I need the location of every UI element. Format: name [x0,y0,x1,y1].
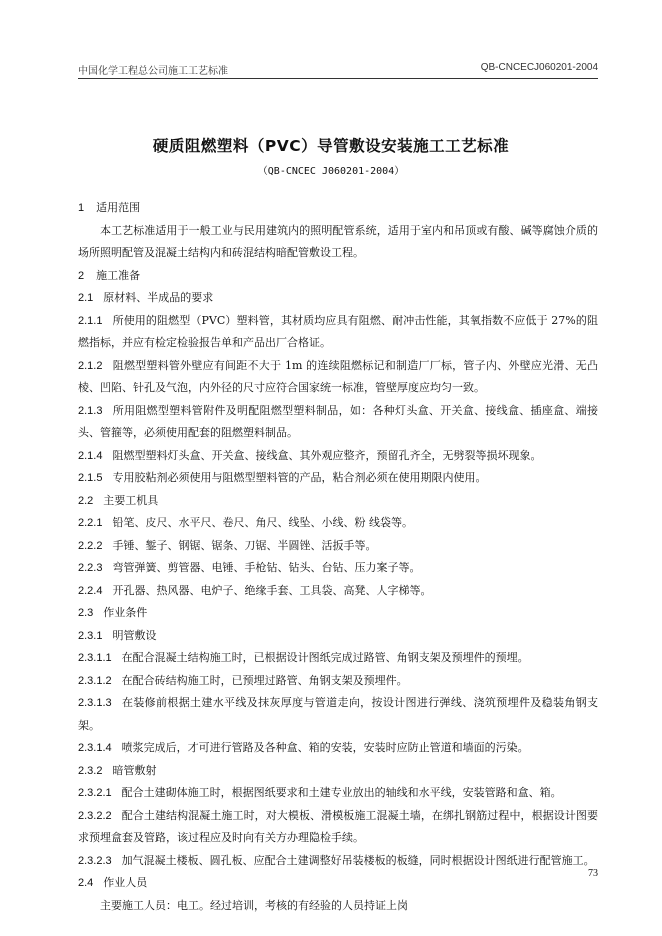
clause-number: 2.3.2.2 [78,809,112,822]
clause-number: 2.3.1.3 [78,697,112,709]
clause [78,467,598,490]
clause [78,580,598,603]
page-number: 73 [588,868,598,879]
section-number: 1 [78,202,85,214]
clause [78,445,598,468]
clause-text: 喷浆完成后，才可进行管路及各种盒、箱的安装，安装时应防止管道和墙面的污染。 [121,741,529,754]
clause-number: 2.1.3 [78,404,103,417]
section-number: 2 [78,269,85,282]
clause-number: 2.2.2 [78,539,103,552]
clause [78,535,598,558]
clause-text: 加气混凝土楼板、圆孔板、应配合土建调整好吊装楼板的板缝，同时根据设计图纸进行配管施工。 [121,853,595,867]
clause [78,670,598,693]
clause [78,512,598,535]
clause [78,400,598,445]
section-number: 2.1 [78,292,94,304]
subsection-heading [78,287,598,310]
clause-text: 在配合砖结构施工时，已预埋过路管、角钢支架及预埋件。 [121,673,408,687]
clause-number: 2.2.4 [78,584,103,597]
clause-text: 配合土建砌体施工时，根据图纸要求和土建专业放出的轴线和水平线，安装管路和盒、箱。 [121,786,562,799]
clause [78,557,598,580]
clause-number: 2.1.5 [78,472,103,484]
clause [78,782,598,805]
clause-number: 2.1.4 [78,449,103,462]
clause-text: 阻燃型塑料灯头盒、开关盒、接线盒、其外观应整齐，预留孔齐全，无劈裂等损坏现象。 [112,448,542,462]
clause-number: 2.2.1 [78,517,103,529]
clause-text: 在装修前根据土建水平线及抹灰厚度与管道走向，按设计图进行弹线、浇筑预埋件及稳装角钢支架。 [78,696,598,732]
subsection-heading [78,490,598,513]
document-subtitle: （QB-CNCEC J060201-2004） [257,166,405,177]
section-title: 暗管敷射 [112,763,157,777]
clause-text: 铅笔、皮尺、水平尺、卷尺、角尺、线坠、小线、粉 线袋等。 [112,516,413,529]
section-title: 作业人员 [103,876,148,889]
section-number: 2.4 [78,877,94,889]
section-title: 施工准备 [96,268,141,282]
clause [78,310,598,355]
clause-text: 阻燃型塑料管外壁应有间距不大于 1m 的连续阻燃标记和制造厂厂标，管子内、外壁应光滑、无凸棱、凹陷、针孔及气泡，内外径的尺寸应符合国家统一标准，管壁厚度应均匀一致。 [78,358,598,394]
paragraph: 主要施工人员：电工。经过培训，考核的有经验的人员持证上岗 [100,898,408,912]
section-heading [78,265,598,288]
clause-number: 2.1.1 [78,314,103,327]
subsection-heading [78,602,598,625]
page-header [78,60,598,79]
subsubsection-heading [78,625,598,648]
header-right-text: QB-CNCECJ060201-2004 [480,62,598,73]
clause-text: 配合土建结构混凝土施工时，对大模板、滑模板施工混凝土墙，在绑扎钢筋过程中，根据设计图要求预埋盒套及管路，该过程应及时向有关方办理隐检手续。 [78,808,598,844]
section-heading [78,197,598,220]
clause-text: 所使用的阻燃型（PVC）塑料管，其材质均应具有阻燃、耐冲击性能，其氧指数不应低于 27%的阻燃指标，并应有检定检验报告单和产品出厂合格证。 [78,313,598,349]
section-number: 2.2 [78,494,94,507]
clause [78,737,598,760]
section-title: 原材料、半成品的要求 [103,291,214,304]
clause [78,355,598,400]
document-body [78,197,598,917]
subsection-heading [78,872,598,895]
header-left-text: 中国化学工程总公司施工工艺标准 [78,66,228,77]
section-title: 明管敷设 [112,628,157,642]
clause [78,692,598,737]
clause-text: 开孔器、热风器、电炉子、绝缘手套、工具袋、高凳、人字梯等。 [112,583,432,597]
section-number: 2.3 [78,607,94,619]
clause-text: 弯管弹簧、剪管器、电锤、手枪钻、钻头、台钻、压力案子等。 [112,561,421,574]
section-title: 适用范围 [96,201,141,214]
section-title: 主要工机具 [103,493,159,507]
section-title: 作业条件 [103,606,148,619]
clause-text: 手锤、錾子、钢锯、锯条、刀锯、半圆锉、活扳手等。 [112,538,377,552]
clause-number: 2.3.2.3 [78,854,112,867]
clause-number: 2.3.1.4 [78,742,112,754]
section-number: 2.3.1 [78,629,103,642]
clause-number: 2.3.2.1 [78,787,112,799]
paragraph: 本工艺标准适用于一般工业与民用建筑内的照明配管系统，适用于室内和吊顶或有酸、碱等腐蚀介质的场所照明配管及混凝土结构内和砖混结构暗配管敷设工程。 [78,223,598,259]
subsubsection-heading [78,760,598,783]
clause-number: 2.3.1.1 [78,652,112,664]
clause [78,850,598,873]
clause-number: 2.1.2 [78,359,103,372]
clause-text: 专用胶粘剂必须使用与阻燃型塑料管的产品，粘合剂必须在使用期限内使用。 [112,471,487,484]
clause-number: 2.3.1.2 [78,674,112,687]
clause-text: 所用阻燃型塑料管附件及明配阻燃型塑料制品，如：各种灯头盒、开关盒、接线盒、插座盒、端接头、管箍等，必须使用配套的阻燃塑料制品。 [78,403,598,439]
clause [78,805,598,850]
clause-text: 在配合混凝土结构施工时，已根据设计图纸完成过路管、角钢支架及预埋件的预埋。 [121,651,529,664]
section-number: 2.3.2 [78,764,103,777]
clause-number: 2.2.3 [78,562,103,574]
document-title: 硬质阻燃塑料（PVC）导管敷设安装施工工艺标准 [152,137,510,155]
clause [78,647,598,670]
